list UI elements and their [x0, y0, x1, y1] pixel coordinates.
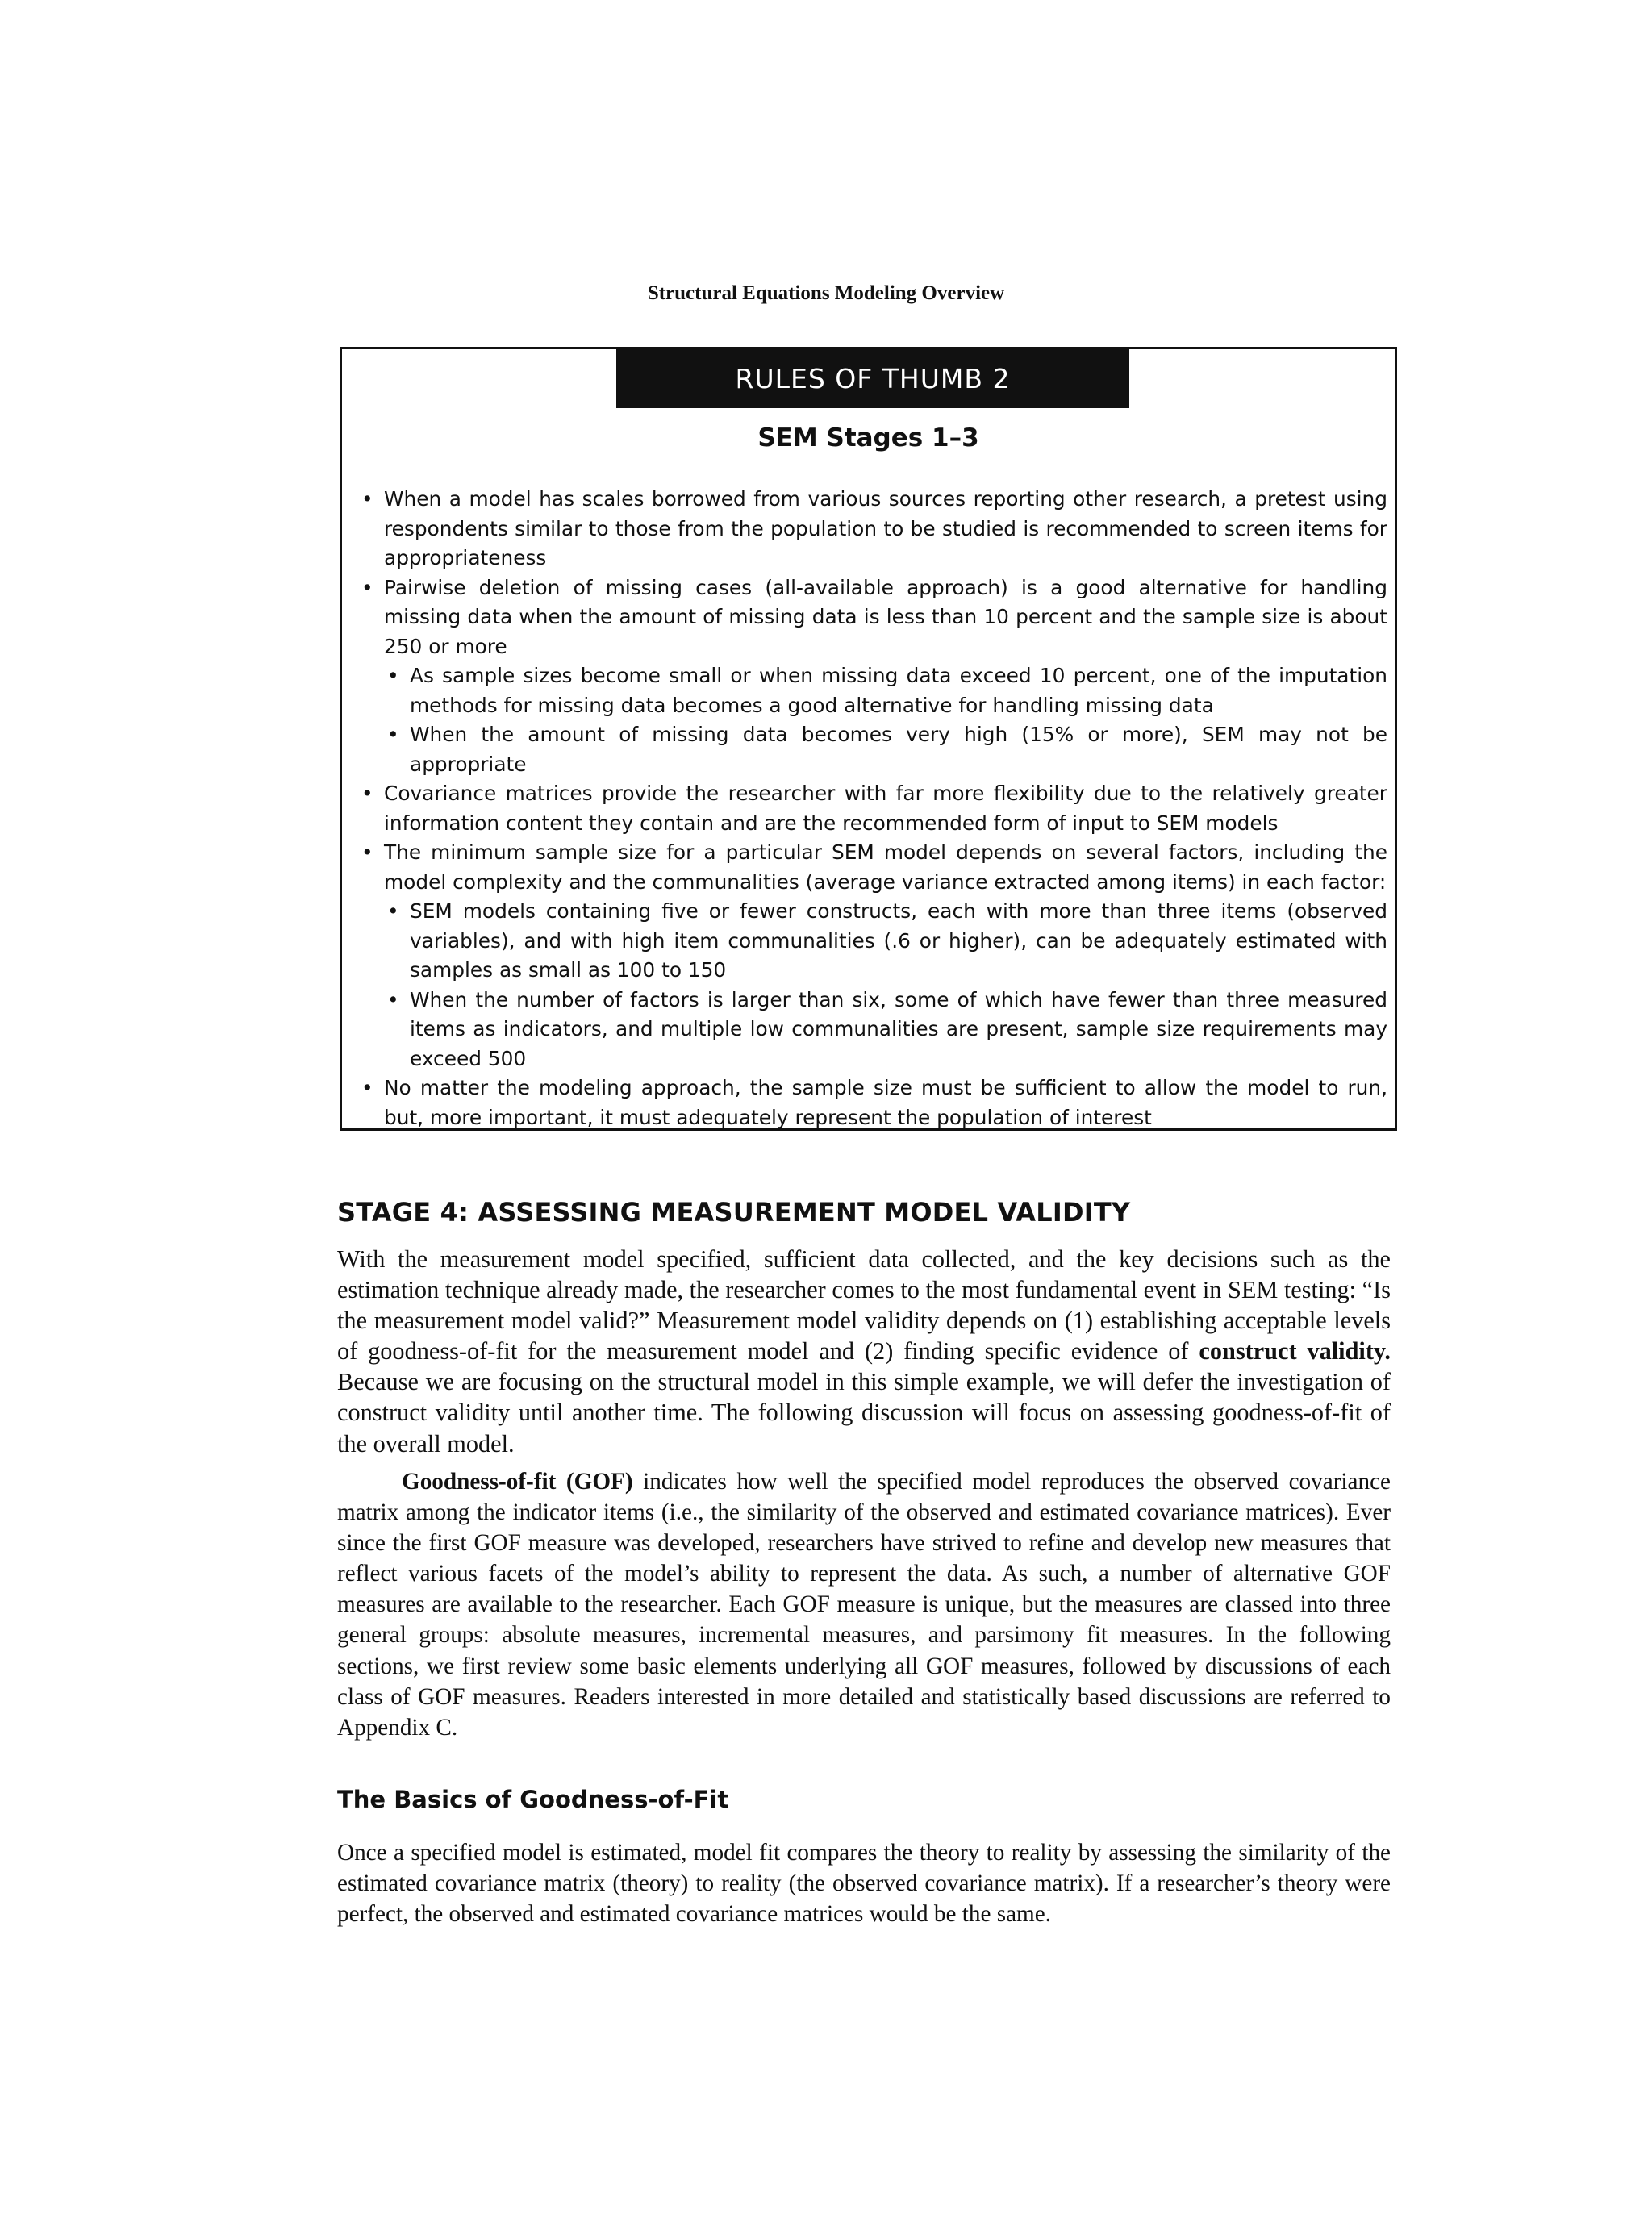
section-paragraph-1 [337, 1244, 1391, 1459]
subsection-paragraph-1: Once a specified model is estimated, model fit compares the theory to reality by assessing the similarity of the estimated covariance matrix (theory) to reality (the observed covariance matrix). If a researcher’s theory were perfect, the observed and estimated covariance matrices would be the same. [337, 1840, 1391, 1928]
bullet-icon: • [361, 782, 373, 805]
rules-item-text: As sample sizes become small or when missing data exceed 10 percent, one of the imputation methods for missing data becomes a good alternative for handling missing data [410, 664, 1387, 717]
paragraph-text: Because we are focusing on the structural model in this simple example, we will defer the investigation of construct validity until another time. The following discussion will focus on assessing goodness-of-fit of the overall model. [337, 1368, 1391, 1457]
rules-banner: RULES OF THUMB 2 [616, 349, 1129, 408]
bullet-icon: • [361, 487, 373, 511]
rules-item-text: No matter the modeling approach, the sample size must be sufficient to allow the model to run, but, more important, it must adequately represent the population of interest [384, 1076, 1387, 1129]
rules-item-text: The minimum sample size for a particular SEM model depends on several factors, including the model complexity and the communalities (average variance extracted among items) in each factor: [384, 840, 1387, 894]
rules-item-text: When a model has scales borrowed from various sources reporting other research, a pretest using respondents similar to those from the population to be studied is recommended to screen items for appropriateness [384, 487, 1387, 569]
bullet-icon: • [387, 723, 399, 746]
section-heading: STAGE 4: ASSESSING MEASUREMENT MODEL VALIDITY [337, 1197, 1131, 1228]
rules-item [358, 1074, 1387, 1132]
rules-item [358, 485, 1387, 573]
paragraph-text: With the measurement model specified, sufficient data collected, and the key decisions such as the estimation technique already made, the researcher comes to the most fundamental event in SEM testing: “Is the measurement model valid?” Measurement model validity depends on (1) establishing acceptable levels of goodness-of-fit for the measurement model and (2) finding specific evidence of [337, 1245, 1391, 1366]
bullet-icon: • [361, 840, 373, 864]
rules-subitem [358, 986, 1387, 1074]
running-head: Structural Equations Modeling Overview [647, 282, 1005, 304]
key-term-gof: Goodness-of-fit (GOF) [402, 1469, 633, 1495]
rules-subtitle: SEM Stages 1–3 [757, 423, 979, 452]
rules-item-text: SEM models containing five or fewer constructs, each with more than three items (observed variables), and with high item communalities (.6 or higher), can be adequately estimated with samples as small as 100 to 150 [410, 899, 1387, 982]
rules-item-text: When the number of factors is larger than six, some of which have fewer than three measured items as indicators, and multiple low communalities are present, sample size requirements may exceed 500 [410, 987, 1387, 1070]
rules-item [358, 779, 1387, 838]
subsection-heading: The Basics of Goodness-of-Fit [337, 1786, 729, 1813]
bullet-icon: • [361, 1076, 373, 1099]
rules-list [358, 485, 1387, 1132]
bullet-icon: • [387, 899, 399, 923]
paragraph-text: indicates how well the specified model reproduces the observed covariance matrix among the indicator items (i.e., the similarity of the observed and estimated covariance matrices). Ever since the first GOF measure was developed, researchers have strived to refine and develop new measures that reflect various facets of the model’s ability to represent the data. As such, a number of alternative GOF measures are available to the researcher. Each GOF measure is unique, but the measures are classed into three general groups: absolute measures, incremental measures, and parsimony fit measures. In the following sections, we first review some basic elements underlying all GOF measures, followed by discussions of each class of GOF measures. Readers interested in more detailed and statistically based discussions are referred to Appendix C. [337, 1469, 1391, 1741]
section-paragraph-2 [337, 1466, 1391, 1743]
rules-item [358, 838, 1387, 897]
rules-item-text: When the amount of missing data becomes very high (15% or more), SEM may not be appropriate [410, 723, 1387, 776]
rules-item-text: Pairwise deletion of missing cases (all-available approach) is a good alternative for handling missing data when the amount of missing data is less than 10 percent and the sample size is about 250 or more [384, 575, 1387, 658]
bullet-icon: • [387, 664, 399, 687]
rules-subitem [358, 720, 1387, 779]
rules-of-thumb-box [340, 347, 1397, 1131]
rules-item [358, 573, 1387, 662]
rules-subitem [358, 897, 1387, 986]
rules-item-text: Covariance matrices provide the researcher with far more flexibility due to the relatively greater information content they contain and are the recommended form of input to SEM models [384, 782, 1387, 835]
bullet-icon: • [387, 987, 399, 1011]
key-term-construct-validity: construct validity. [1199, 1337, 1391, 1366]
rules-subitem [358, 661, 1387, 720]
bullet-icon: • [361, 575, 373, 599]
